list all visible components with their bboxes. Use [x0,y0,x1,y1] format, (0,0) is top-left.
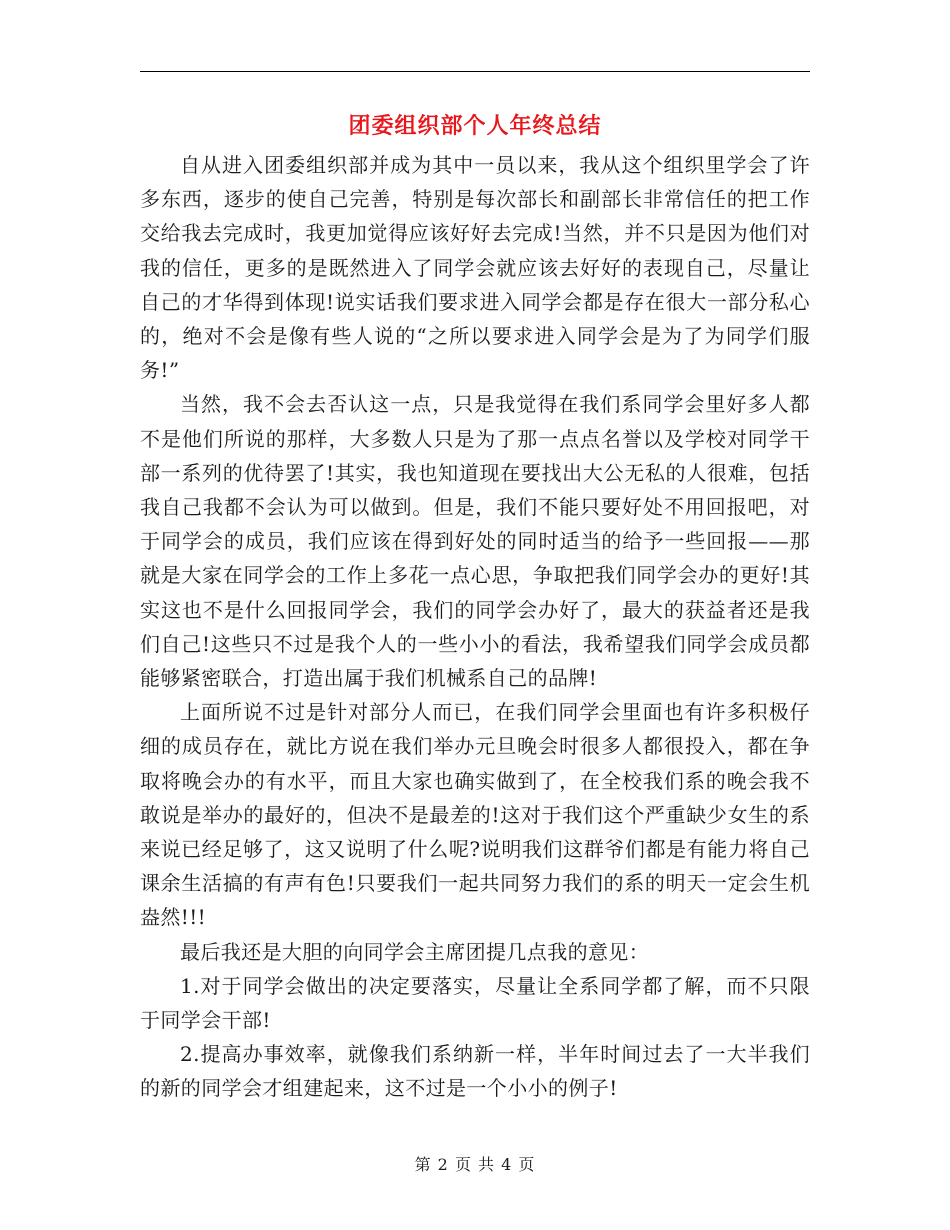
document-body [140,148,810,1106]
paragraph-3: 上面所说不过是针对部分人而已，在我们同学会里面也有许多积极仔细的成员存在，就比方说在我们举办元旦晚会时很多人都很投入，都在争取将晚会办的有水平，而且大家也确实做到了，在全校我们系的晚会我不敢说是举办的最好的，但决不是最差的!这对于我们这个严重缺少女生的系来说已经足够了，这又说明了什么呢?说明我们这群爷们都是有能力将自己课余生活搞的有声有色!只要我们一起共同努力我们的系的明天一定会生机盎然!!! [140,700,810,930]
page-number-footer: 第 2 页 共 4 页 [414,1155,536,1174]
paragraph-1: 自从进入团委组织部并成为其中一员以来，我从这个组织里学会了许多东西，逐步的使自己完善，特别是每次部长和副部长非常信任的把工作交给我去完成时，我更加觉得应该好好去完成!当然，并不只是因为他们对我的信任，更多的是既然进入了同学会就应该去好好的表现自己，尽量让自己的才华得到体现!说实话我们要求进入同学会都是存在很大一部分私心的，绝对不会是像有些人说的“之所以要求进入同学会是为了为同学们服务!” [140,153,810,383]
document-title: 团委组织部个人年终总结 [348,113,602,139]
paragraph-5: 1.对于同学会做出的决定要落实，尽量让全系同学都了解，而不只限于同学会干部! [140,973,810,1033]
paragraph-6: 2.提高办事效率，就像我们系纳新一样，半年时间过去了一大半我们的新的同学会才组建起来，这不过是一个小小的例子! [140,1042,810,1101]
header-rule [140,71,810,72]
paragraph-4: 最后我还是大胆的向同学会主席团提几点我的意见： [180,939,650,964]
paragraph-2: 当然，我不会去否认这一点，只是我觉得在我们系同学会里好多人都不是他们所说的那样，大多数人只是为了那一点点名誉以及学校对同学干部一系列的优待罢了!其实，我也知道现在要找出大公无私的人很难，包括我自己我都不会认为可以做到。但是，我们不能只要好处不用回报吧，对于同学会的成员，我们应该在得到好处的同时适当的给予一些回报——那就是大家在同学会的工作上多花一点心思，争取把我们同学会办的更好!其实这也不是什么回报同学会，我们的同学会办好了，最大的获益者还是我们自己!这些只不过是我个人的一些小小的看法，我希望我们同学会成员都能够紧密联合，打造出属于我们机械系自己的品牌! [140,392,810,691]
